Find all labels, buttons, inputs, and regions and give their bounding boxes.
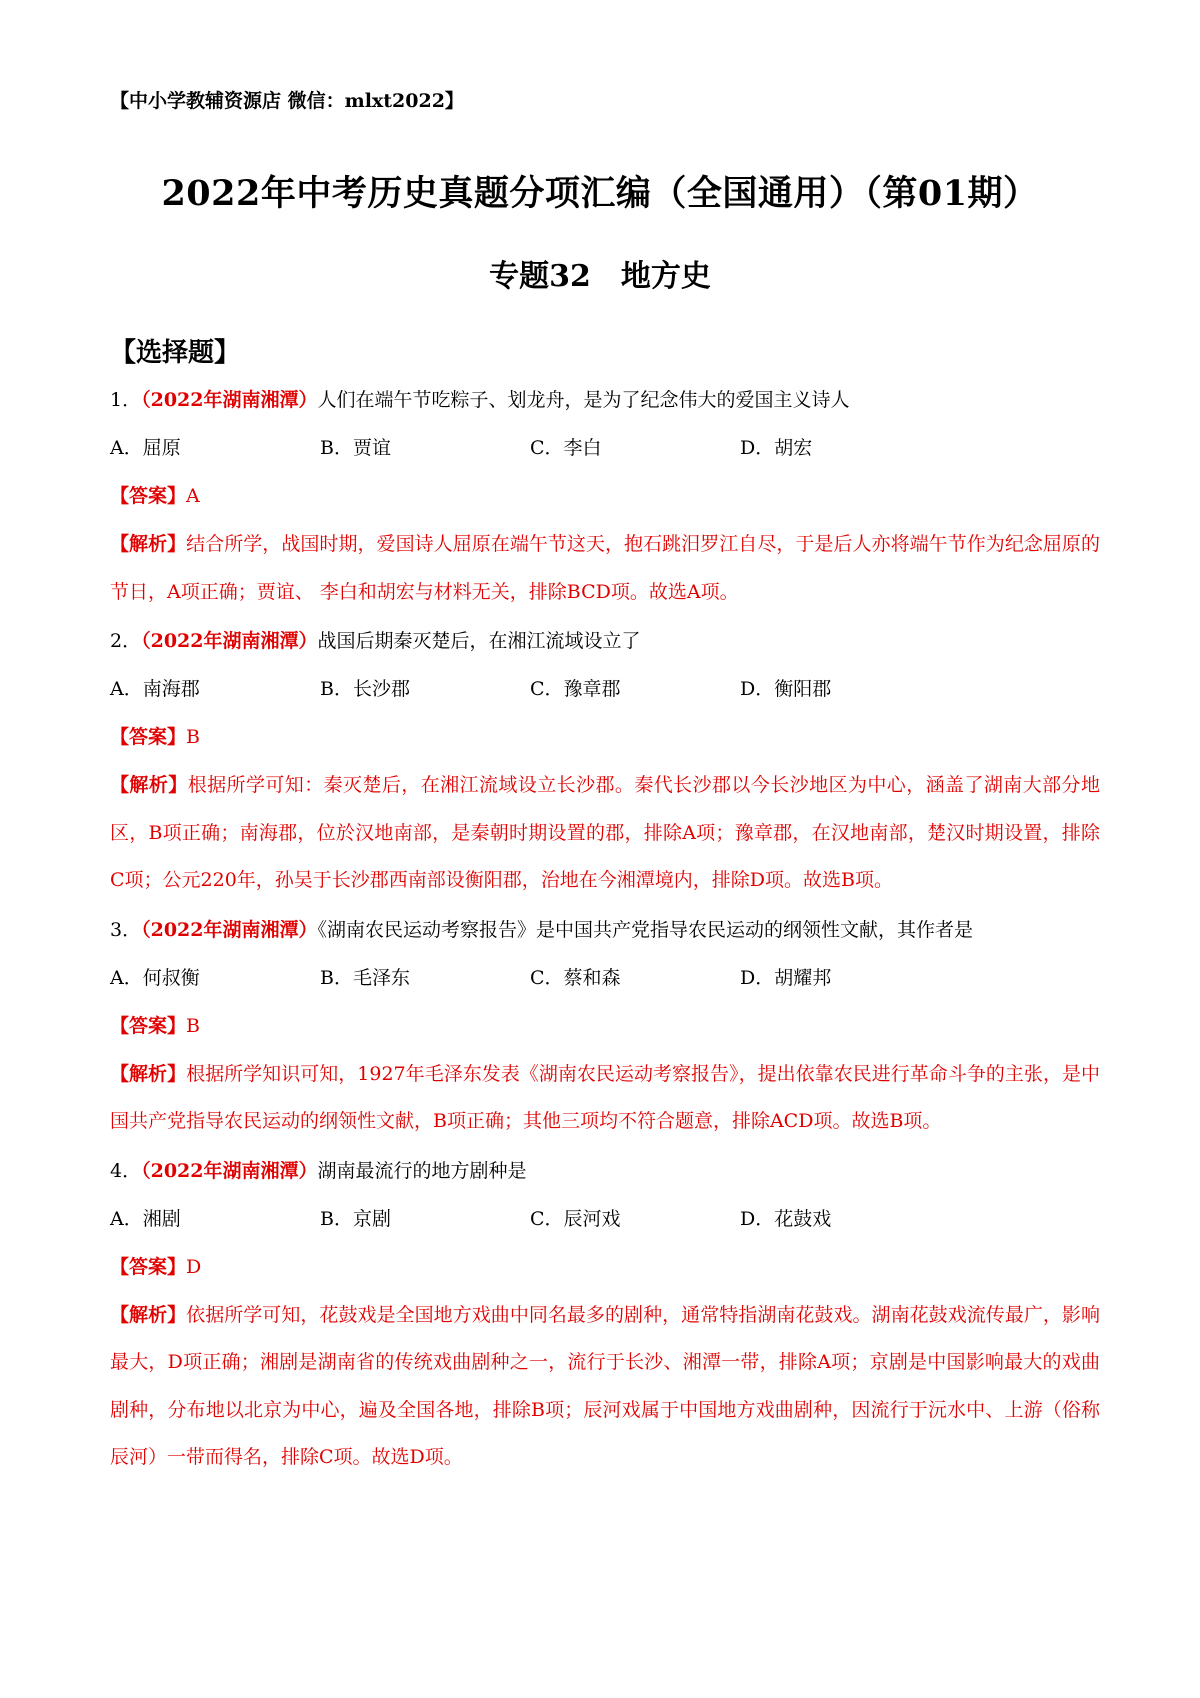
- question-source: （2022年湖南湘潭）: [141, 1159, 318, 1182]
- section-heading: 【选择题】: [110, 338, 241, 368]
- question-block: [110, 1156, 1100, 1482]
- option-a: A．南海郡: [110, 678, 200, 700]
- option-row: [110, 1204, 1100, 1234]
- answer-line: 【答案】D: [110, 1255, 202, 1278]
- page-title: 2022年中考历史真题分项汇编（全国通用）（第01期）: [161, 173, 1039, 214]
- question-block: [110, 385, 1100, 616]
- answer-line: 【答案】B: [110, 1014, 200, 1037]
- option-row: [110, 963, 1100, 993]
- option-a: A．屈原: [110, 437, 181, 459]
- option-a: A．湘剧: [110, 1207, 181, 1230]
- option-row: [110, 433, 1100, 463]
- question-stem: 3．（2022年湖南湘潭）《湖南农民运动考察报告》是中国共产党指导农民运动的纲领性文献，其作者是: [110, 918, 973, 941]
- option-b: B．京剧: [320, 1207, 391, 1230]
- option-b: B．长沙郡: [320, 678, 410, 700]
- option-c: C．蔡和森: [530, 966, 621, 989]
- option-c: C．李白: [530, 437, 602, 459]
- question-block: [110, 626, 1100, 905]
- option-c: C．辰河戏: [530, 1207, 621, 1230]
- analysis-text: 【解析】依据所学可知，花鼓戏是全国地方戏曲中同名最多的剧种，通常特指湖南花鼓戏。湖南花鼓戏流传最广，影响最大，D项正确；湘剧是湖南省的传统戏曲剧种之一，流行于长沙、湘潭一带，排除A项；京剧是中国影响最大的戏曲剧种，分布地以北京为中心，遍及全国各地，排除B项；辰河戏属于中国地方戏曲剧种，因流行于沅水中、上游（俗称辰河）一带而得名，排除C项。故选D项。: [110, 1303, 1100, 1468]
- option-d: D．胡耀邦: [740, 966, 832, 989]
- question-source: （2022年湖南湘潭）: [141, 389, 318, 411]
- answer-line: 【答案】A: [110, 485, 200, 507]
- option-b: B．毛泽东: [320, 966, 410, 989]
- option-a: A．何叔衡: [110, 966, 200, 989]
- analysis-text: 【解析】根据所学可知：秦灭楚后，在湘江流域设立长沙郡。秦代长沙郡以今长沙地区为中心，涵盖了湖南大部分地区，B项正确；南海郡，位於汉地南部，是秦朝时期设置的郡，排除A项；豫章郡，在汉地南部，楚汉时期设置，排除C项；公元220年，孙吴于长沙郡西南部设衡阳郡，治地在今湘潭境内，排除D项。故选B项。: [110, 774, 1100, 891]
- option-b: B．贾谊: [320, 437, 391, 459]
- analysis-text: 【解析】结合所学，战国时期，爱国诗人屈原在端午节这天，抱石跳汨罗江自尽，于是后人亦将端午节作为纪念屈原的节日，A项正确；贾谊、 李白和胡宏与材料无关，排除BCD项。故选A项。: [110, 533, 1100, 603]
- question-stem: 2．（2022年湖南湘潭）战国后期秦灭楚后，在湘江流域设立了: [110, 630, 641, 652]
- option-row: [110, 674, 1100, 704]
- question-stem: 4．（2022年湖南湘潭）湖南最流行的地方剧种是: [110, 1159, 527, 1182]
- question-source: （2022年湖南湘潭）: [141, 630, 318, 652]
- option-c: C．豫章郡: [530, 678, 621, 700]
- answer-line: 【答案】B: [110, 726, 200, 748]
- option-d: D．衡阳郡: [740, 678, 832, 700]
- option-d: D．花鼓戏: [740, 1207, 832, 1230]
- header-note: 【中小学教辅资源店 微信：mlxt2022】: [110, 90, 464, 112]
- analysis-text: 【解析】根据所学知识可知，1927年毛泽东发表《湖南农民运动考察报告》，提出依靠农民进行革命斗争的主张，是中国共产党指导农民运动的纲领性文献，B项正确；其他三项均不符合题意，排除ACD项。故选B项。: [110, 1062, 1100, 1132]
- option-d: D．胡宏: [740, 437, 813, 459]
- topic-subtitle: 专题32 地方史: [489, 259, 711, 294]
- question-stem: 1．（2022年湖南湘潭）人们在端午节吃粽子、划龙舟，是为了纪念伟大的爱国主义诗人: [110, 389, 850, 411]
- question-list: [110, 385, 1100, 1492]
- question-source: （2022年湖南湘潭）: [141, 918, 318, 941]
- question-block: [110, 915, 1100, 1146]
